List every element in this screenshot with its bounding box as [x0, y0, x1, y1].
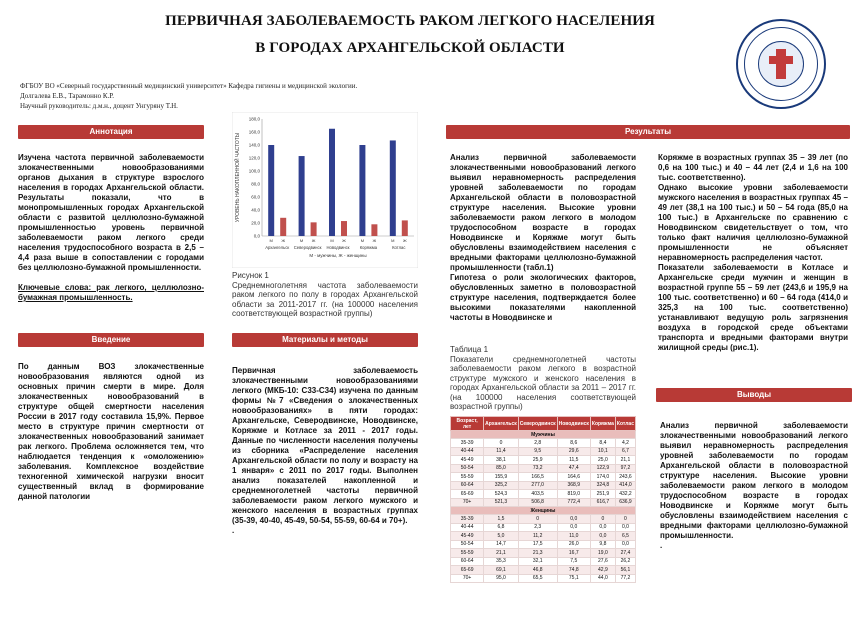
table-body	[451, 431, 636, 583]
table-cell: 4,2	[615, 439, 635, 448]
y-tick-label: 60,0	[251, 194, 260, 200]
table-cell: 40-44	[451, 447, 484, 456]
methods-body: Первичная заболеваемость злокачественными новообразованиями легкого (МКБ-10: С33-С34) изучена по данным формы №7 «Сведения о злокачественных новообразованиях» в пяти городах: Архангельске, Северодвинске, Новодвинске, Коряжме и Котласе за 2011 - 2017 годы. Данные по численности населения получены из сборника «Распределение населения Архангельской области по полу и возрасту на 1 января» с 2011 по 2017 годы. Выполнен анализ показателей накопленной и среднемноголетней частоты первичной заболеваемости раком легкого мужского и женского населения в возрастных группах (35-39, 40-40, 45-49, 50-54, 55-59, 60-64 и 70+).	[232, 366, 418, 525]
table-cell: 0,0	[590, 523, 615, 532]
results-column-2	[658, 153, 848, 353]
table-cell: 29,6	[557, 447, 590, 456]
group-tick-label: Ж	[402, 238, 407, 243]
bar-female	[371, 224, 377, 236]
table-cell: 69,1	[484, 566, 519, 575]
group-tick-label: М	[269, 238, 273, 243]
table-cell: 70+	[451, 498, 484, 507]
table-row	[451, 456, 636, 465]
incidence-bar-chart	[232, 112, 418, 268]
table-cell: 45-49	[451, 456, 484, 465]
methods-text	[232, 366, 418, 536]
y-tick-label: 180,0	[248, 116, 260, 122]
table-cell: 9,5	[518, 447, 557, 456]
results-text-2a: Коряжме в возрастных группах 35 – 39 лет (по 0,6 на 100 тыс.) и 40 – 44 лет (2,4 и 1,6 на 100 тыс. соответственно).	[658, 153, 848, 182]
results-heading: Результаты	[446, 125, 850, 139]
category-label: Котлас	[392, 245, 406, 250]
group-tick-label: М	[299, 238, 304, 243]
methods-heading: Материалы и методы	[232, 333, 418, 347]
table-cell: 40-44	[451, 523, 484, 532]
conclusions-text	[660, 421, 848, 551]
table-cell: 414,0	[615, 481, 635, 490]
table-row	[451, 498, 636, 507]
group-tick-label: Ж	[342, 238, 346, 243]
table-cell: 324,8	[590, 481, 615, 490]
group-tick-label: Ж	[281, 238, 286, 243]
table-cell: 0,0	[615, 540, 635, 549]
table-cell: 42,9	[590, 566, 615, 575]
table-cell: 7,5	[557, 557, 590, 566]
table-cell: 95,0	[484, 574, 519, 583]
table-cell: 55-59	[451, 549, 484, 558]
table-cell: 0,0	[557, 523, 590, 532]
y-tick-label: 80,0	[251, 181, 260, 187]
table-cell: 10,1	[590, 447, 615, 456]
table-row	[451, 566, 636, 575]
figure-caption	[232, 271, 418, 319]
table-cell: 65,5	[518, 574, 557, 583]
table-row	[451, 473, 636, 482]
table-cell: 11,2	[518, 532, 557, 541]
category-label: Новодвинск	[326, 245, 350, 250]
table-cell: 432,2	[615, 490, 635, 499]
table-cell: 35-39	[451, 439, 484, 448]
poster-title-line2: В ГОРОДАХ АРХАНГЕЛЬСКОЙ ОБЛАСТИ	[255, 40, 565, 56]
table-cell: 47,4	[557, 464, 590, 473]
keywords: Ключевые слова: рак легкого, целлюлозно-бумажная промышленность.	[18, 283, 204, 302]
table-row	[451, 549, 636, 558]
table-cell: 45-49	[451, 532, 484, 541]
table-cell: 19,0	[590, 549, 615, 558]
table-cell: 772,4	[557, 498, 590, 507]
table-row	[451, 490, 636, 499]
table-cell: 6,7	[615, 447, 635, 456]
table-cell: 55-59	[451, 473, 484, 482]
table-cell: 56,1	[615, 566, 635, 575]
bar-female	[341, 221, 347, 236]
intro-heading: Введение	[18, 333, 204, 347]
table-cell: 38,1	[484, 456, 519, 465]
affiliation: ФГБОУ ВО «Северный государственный медицинский университет» Кафедра гигиены и медицинской экологии.	[20, 82, 358, 90]
table-header-cell: Архангельск	[484, 417, 519, 431]
table-cell: 164,6	[557, 473, 590, 482]
bar-male	[268, 145, 274, 236]
table-cell: 97,2	[615, 464, 635, 473]
group-tick-label: М	[330, 238, 334, 243]
table-cell: 14,7	[484, 540, 519, 549]
table-cell: 506,8	[518, 498, 557, 507]
table-cell: 70+	[451, 574, 484, 583]
table-cell: 60-64	[451, 481, 484, 490]
figure-caption-number: Рисунок 1	[232, 271, 269, 280]
table-cell: 243,6	[615, 473, 635, 482]
table-row	[451, 574, 636, 583]
table-cell: 26,2	[615, 557, 635, 566]
table-cell: 17,5	[518, 540, 557, 549]
y-tick-label: 0,0	[253, 233, 260, 239]
table-cell: 251,9	[590, 490, 615, 499]
table-cell: 524,3	[484, 490, 519, 499]
results-text-1b: Гипотеза о роли экологических факторов, обусловленных заметно в половозрастной структуре населения, подтверждается более высокими показателями накопленной частоты в Новодвинске и	[450, 273, 636, 322]
table-cell: 819,0	[557, 490, 590, 499]
table-cell: 16,7	[557, 549, 590, 558]
table-section-label: Мужчины	[451, 431, 636, 439]
bar-female	[402, 220, 408, 236]
poster-title-line1: ПЕРВИЧНАЯ ЗАБОЛЕВАЕМОСТЬ РАКОМ ЛЕГКОГО НАСЕЛЕНИЯ	[165, 13, 655, 29]
table-cell: 26,0	[557, 540, 590, 549]
table-cell: 27,4	[615, 549, 635, 558]
bar-female	[311, 222, 317, 236]
category-label: Коряжма	[359, 245, 378, 250]
table-header-cell: Котлас	[615, 417, 635, 431]
category-label: Северодвинск	[293, 245, 322, 250]
table-cell: 65-69	[451, 490, 484, 499]
table-cell: 21,1	[484, 549, 519, 558]
table-cell: 85,0	[484, 464, 519, 473]
table-cell: 21,3	[518, 549, 557, 558]
conclusions-dot: .	[660, 541, 663, 550]
category-label: Архангельск	[265, 245, 290, 250]
y-tick-label: 160,0	[248, 129, 260, 135]
table-cell: 6,5	[615, 532, 635, 541]
table-cell: 8,6	[557, 439, 590, 448]
bar-male	[299, 156, 305, 236]
table-cell: 32,1	[518, 557, 557, 566]
table-cell: 5,0	[484, 532, 519, 541]
table-cell: 0,0	[557, 515, 590, 524]
bar-male	[359, 145, 365, 236]
table-cell: 122,9	[590, 464, 615, 473]
y-axis-label: УРОВЕНЬ НАКОПЛЕННОЙ ЧАСТОТЫ	[235, 132, 241, 223]
results-text-1: Анализ первичной заболеваемости злокачественными новообразований легкого выявил неравномерность распределения уровней заболеваемости по городам Архангельской области в половозрастной структуре населения. Высокие уровни заболеваемости раком легкого в молодом трудоспособном возрасте в городах Новодвинске и Коряжме могут быть обусловлены взаимодействием населения с вредными факторами целлюлозно-бумажной промышленности (табл.1)	[450, 153, 636, 272]
table-cell: 65-69	[451, 566, 484, 575]
table-row	[451, 515, 636, 524]
table-cell: 77,2	[615, 574, 635, 583]
y-tick-label: 40,0	[251, 207, 260, 213]
table-row	[451, 557, 636, 566]
figure-caption-text: Среднемноголетняя частота заболеваемости раком легкого по полу в городах Архангельской области за 2011-2017 гг. (на 100000 населения соответствующей возрастной группы)	[232, 280, 418, 318]
table-cell: 11,0	[557, 532, 590, 541]
table-cell: 35-39	[451, 515, 484, 524]
table-row	[451, 464, 636, 473]
y-tick-label: 100,0	[248, 168, 260, 174]
table-row	[451, 540, 636, 549]
table-cell: 1,5	[484, 515, 519, 524]
group-tick-label: М	[360, 238, 365, 243]
annotation-text: Изучена частота первичной заболеваемости злокачественными новообразованиями органов дыхания в структуре взрослого населения в городах Архангельской области. Результаты показали, что в монопромышленных городах Архангельской области с развитой целлюлозно-бумажной промышленностью уровень первичной заболеваемости раком легкого среди населения трудоспособного возраста в 2,5 – 4,4 раза выше в сопоставлении с городами без целлюлозно-бумажной промышленности.	[18, 153, 204, 272]
table-cell: 25,9	[518, 456, 557, 465]
group-tick-label: М	[391, 238, 395, 243]
table-row	[451, 532, 636, 541]
table-cell: 368,9	[557, 481, 590, 490]
table-header-cell: Коряжма	[590, 417, 615, 431]
incidence-table	[450, 416, 636, 583]
conclusions-body: Анализ первичной заболеваемости злокачественными новообразований легкого выявил неравномерность распределения уровней заболеваемости по городам Архангельской области в половозрастной структуре населения. Высокие уровни заболеваемости раком легкого в молодом трудоспособном возрасте в городах Новодвинске и Коряжме могут быть обусловлены взаимодействием населения с вредными факторами целлюлозно-бумажной промышленности.	[660, 421, 848, 540]
table-cell: 8,4	[590, 439, 615, 448]
table-header-cell: Новодвинск	[557, 417, 590, 431]
table-cell: 44,0	[590, 574, 615, 583]
table-cell: 46,8	[518, 566, 557, 575]
table-cell: 166,5	[518, 473, 557, 482]
results-text-2b: Однако высокие уровни заболеваемости мужского населения в возрастных группах 45 – 49 лет (38,1 на 100 тыс.) и 50 – 54 года (85,0 на 100 тыс.) в Архангельске по сравнению с Новодвинском свидетельствует о том, что только факт наличия целлюлозно-бумажной промышленности не объясняет неравномерность распределения частот.	[658, 183, 848, 262]
table-cell: 25,0	[590, 456, 615, 465]
table-cell: 73,2	[518, 464, 557, 473]
table-cell: 0	[590, 515, 615, 524]
table-cell: 21,1	[615, 456, 635, 465]
table-cell: 174,0	[590, 473, 615, 482]
methods-dot: .	[232, 526, 235, 535]
group-tick-label: Ж	[311, 238, 316, 243]
results-text-2c: Показатели заболеваемости в Котласе и Архангельске среди мужчин и женщин в возрастной группе 55 – 59 лет (243,6 и 195,9 на 100 тыс. соответственно) и 60 – 64 года (414,0 и 325,3 на 100 тыс. соответственно) устанавливают ведущую роль загрязнения воздуха в городской среде объектами транспорта и вредными факторами внутри жилищной среды (рис.1).	[658, 263, 848, 352]
table-cell: 74,8	[557, 566, 590, 575]
table-header-cell: Возраст, лет	[451, 417, 484, 431]
table-row	[451, 523, 636, 532]
bar-female	[280, 218, 286, 236]
table-cell: 0,0	[590, 532, 615, 541]
annotation-heading: Аннотация	[18, 125, 204, 139]
supervisor: Научный руководитель: д.м.н., доцент Унгуряну Т.Н.	[20, 102, 178, 110]
table-cell: 521,3	[484, 498, 519, 507]
table-cell: 325,2	[484, 481, 519, 490]
table-cell: 11,5	[557, 456, 590, 465]
y-tick-label: 120,0	[248, 155, 260, 161]
bar-male	[329, 129, 335, 236]
table-header-cell: Северодвинск	[518, 417, 557, 431]
table-caption	[450, 345, 636, 412]
table-cell: 50-54	[451, 540, 484, 549]
table-cell: 2,3	[518, 523, 557, 532]
table-cell: 50-54	[451, 464, 484, 473]
y-tick-label: 20,0	[251, 220, 260, 226]
table-cell: 6,8	[484, 523, 519, 532]
table-row	[451, 481, 636, 490]
table-cell: 75,1	[557, 574, 590, 583]
table-cell: 616,7	[590, 498, 615, 507]
table-caption-number: Таблица 1	[450, 345, 489, 354]
intro-text: По данным ВОЗ злокачественные новообразования являются одной из основных причин смерти в мире. Доля злокачественных новообразований в структуре общей смертности населения России в 2017 году составила 15,9%. Первое место в структуре причин смертности от злокачественных новообразований занимает рак легкого. Проблема осложняется тем, что наблюдается тенденция к «омоложению» заболевания. Комплексное воздействие техногенной химической нагрузки вносит существенный вклад в формирование данной патологии	[18, 362, 204, 501]
table-cell: 636,9	[615, 498, 635, 507]
table-cell: 9,8	[590, 540, 615, 549]
bar-male	[390, 140, 396, 236]
table-cell: 11,4	[484, 447, 519, 456]
university-logo-icon	[736, 19, 826, 109]
table-caption-text: Показатели среднемноголетней частоты заболеваемости раком легкого в возрастной структуре мужского и женского населения в городах Архангельской области за 2011 – 2017 гг. (на 100000 населения соответствующей возрастной группы)	[450, 354, 636, 411]
table-cell: 277,0	[518, 481, 557, 490]
table-section-label: Женщины	[451, 507, 636, 515]
table-cell: 27,6	[590, 557, 615, 566]
group-tick-label: Ж	[372, 238, 377, 243]
table-cell: 2,8	[518, 439, 557, 448]
table-cell: 403,5	[518, 490, 557, 499]
results-column-1	[450, 153, 636, 323]
table-cell: 0	[518, 515, 557, 524]
table-cell: 0,0	[615, 523, 635, 532]
table-cell: 155,9	[484, 473, 519, 482]
x-axis-label: М - мужчины, Ж - женщины	[309, 253, 367, 258]
conclusions-heading: Выводы	[656, 388, 852, 402]
y-tick-label: 140,0	[248, 142, 260, 148]
table-cell: 0	[484, 439, 519, 448]
table-cell: 0	[615, 515, 635, 524]
table-row	[451, 447, 636, 456]
table-cell: 35,3	[484, 557, 519, 566]
table-row	[451, 439, 636, 448]
table-cell: 60-64	[451, 557, 484, 566]
authors: Долгалева Е.В., Тарамонно К.Р.	[20, 92, 115, 100]
